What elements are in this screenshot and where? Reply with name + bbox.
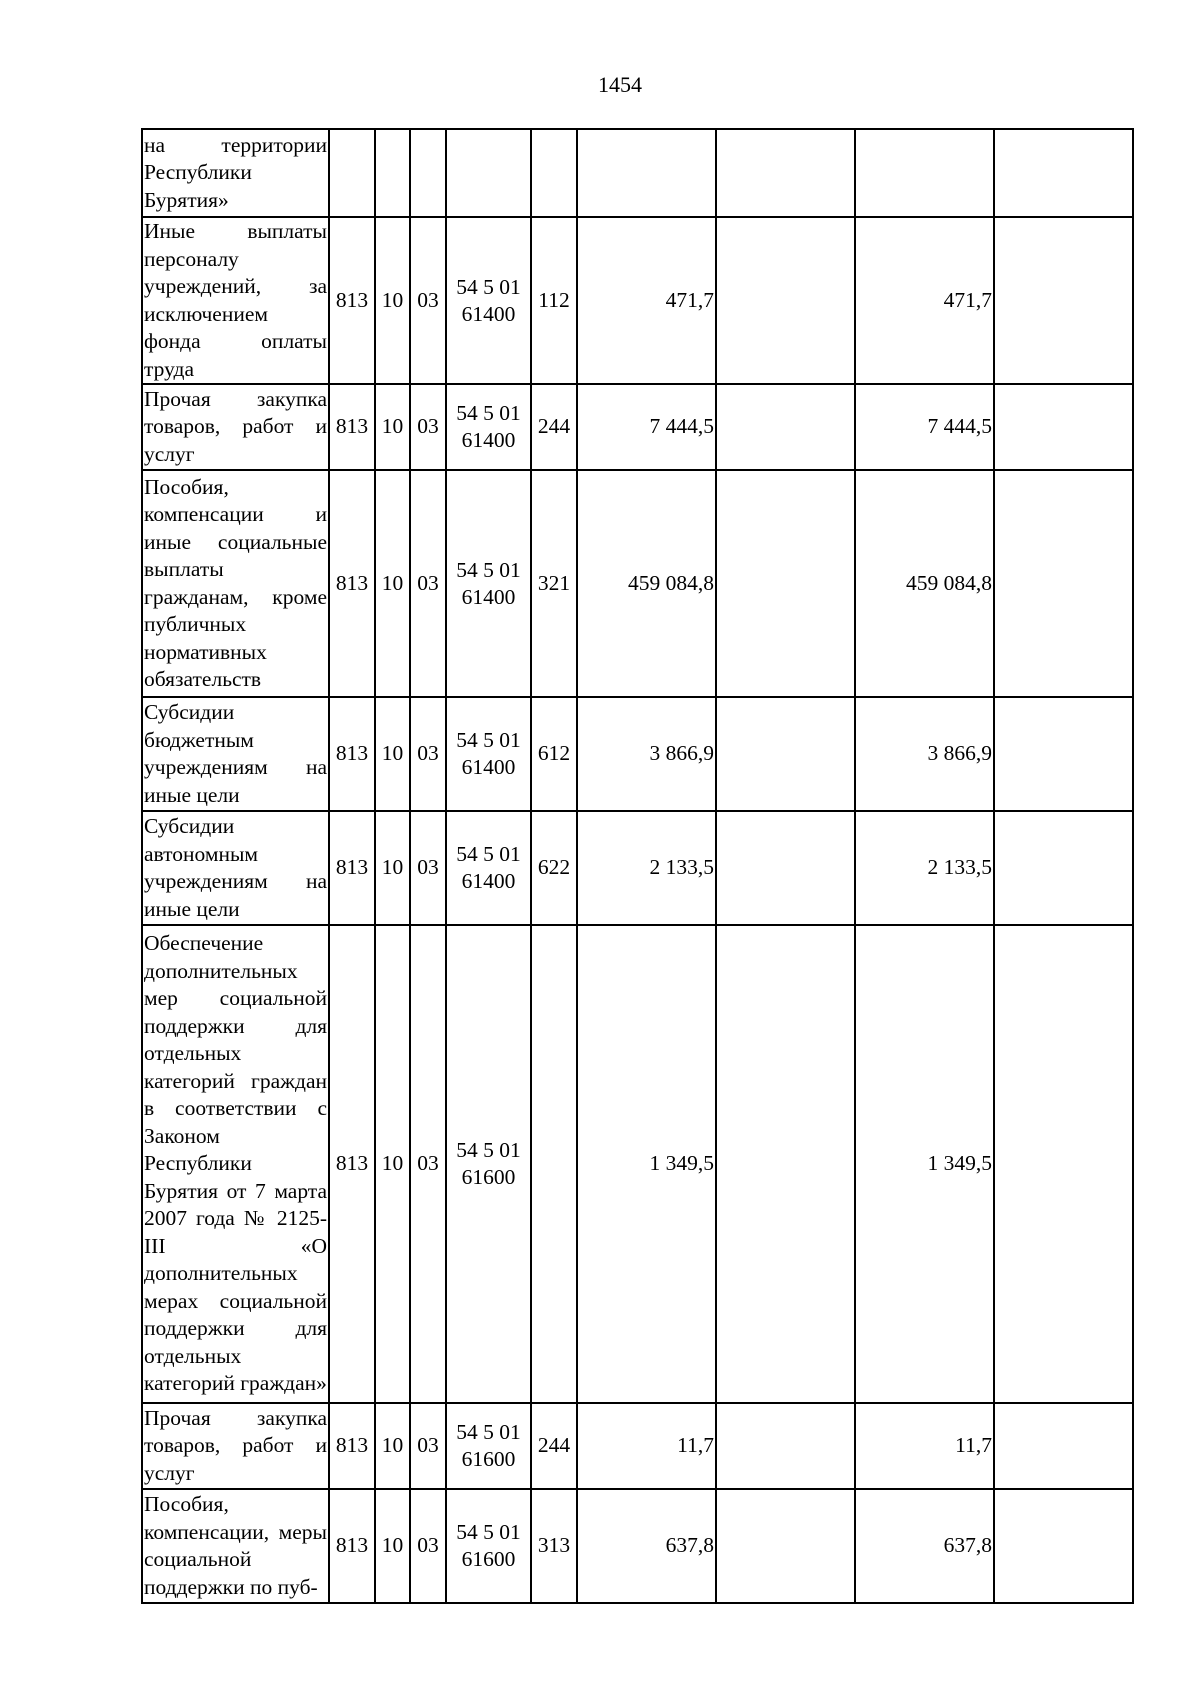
row-description: Обеспечение дополнительных мер социальной поддержки для отдельных категорий граждан в соответствии с Законом Республики Бурятия от 7 марта 2007 года № 2125-III «О дополнительных мерах социальной поддержки для отдельных категорий граждан» bbox=[142, 925, 329, 1403]
section-code bbox=[375, 129, 410, 217]
subsection-code: 03 bbox=[410, 811, 446, 925]
amount-column-4 bbox=[994, 129, 1133, 217]
amount-column-3: 3 866,9 bbox=[855, 697, 994, 811]
table-row bbox=[142, 470, 1133, 697]
grbs-code bbox=[329, 129, 375, 217]
amount-column-4 bbox=[994, 217, 1133, 384]
section-code: 10 bbox=[375, 811, 410, 925]
table-row bbox=[142, 129, 1133, 217]
expense-type-code: 244 bbox=[531, 1403, 577, 1489]
section-code: 10 bbox=[375, 217, 410, 384]
target-article-code-line2: 61400 bbox=[461, 584, 516, 609]
amount-column-4 bbox=[994, 925, 1133, 1403]
amount-column-4 bbox=[994, 697, 1133, 811]
subsection-code bbox=[410, 129, 446, 217]
amount-column-3: 637,8 bbox=[855, 1489, 994, 1603]
section-code: 10 bbox=[375, 1489, 410, 1603]
target-article-code bbox=[446, 129, 531, 217]
grbs-code: 813 bbox=[329, 697, 375, 811]
target-article-code-line2: 61400 bbox=[461, 869, 516, 893]
row-description: Субсидии автономным учреждениям на иные цели bbox=[142, 811, 329, 925]
grbs-code: 813 bbox=[329, 384, 375, 470]
amount-column-1: 471,7 bbox=[577, 217, 716, 384]
amount-column-4 bbox=[994, 1489, 1133, 1603]
amount-column-2 bbox=[716, 384, 855, 470]
grbs-code: 813 bbox=[329, 1403, 375, 1489]
subsection-code: 03 bbox=[410, 1403, 446, 1489]
target-article-code bbox=[446, 217, 531, 384]
expense-type-code: 622 bbox=[531, 811, 577, 925]
amount-column-3: 1 349,5 bbox=[855, 925, 994, 1403]
amount-column-3 bbox=[855, 129, 994, 217]
amount-column-3: 471,7 bbox=[855, 217, 994, 384]
amount-column-2 bbox=[716, 697, 855, 811]
row-description: Прочая закупка товаров, работ и услуг bbox=[142, 1403, 329, 1489]
amount-column-2 bbox=[716, 1403, 855, 1489]
subsection-code: 03 bbox=[410, 217, 446, 384]
amount-column-1: 2 133,5 bbox=[577, 811, 716, 925]
expense-type-code: 112 bbox=[531, 217, 577, 384]
row-description: Пособия, компенсации и иные социальные выплаты гражданам, кроме публичных нормативных обязательств bbox=[142, 470, 329, 697]
subsection-code: 03 bbox=[410, 1489, 446, 1603]
target-article-code-line1: 54 5 01 bbox=[456, 401, 521, 425]
target-article-code-line2: 61600 bbox=[461, 1547, 516, 1571]
target-article-code-line1: 54 5 01 bbox=[456, 274, 521, 299]
subsection-code: 03 bbox=[410, 470, 446, 697]
amount-column-2 bbox=[716, 811, 855, 925]
target-article-code-line1: 54 5 01 bbox=[456, 728, 521, 752]
target-article-code bbox=[446, 384, 531, 470]
expense-type-code bbox=[531, 129, 577, 217]
amount-column-3: 7 444,5 bbox=[855, 384, 994, 470]
amount-column-4 bbox=[994, 470, 1133, 697]
expense-type-code: 612 bbox=[531, 697, 577, 811]
table-body bbox=[142, 129, 1133, 1603]
target-article-code-line1: 54 5 01 bbox=[456, 1420, 521, 1444]
target-article-code bbox=[446, 1489, 531, 1603]
target-article-code-line2: 61600 bbox=[461, 1447, 516, 1471]
amount-column-1 bbox=[577, 129, 716, 217]
table-row bbox=[142, 925, 1133, 1403]
amount-column-1: 7 444,5 bbox=[577, 384, 716, 470]
amount-column-1: 1 349,5 bbox=[577, 925, 716, 1403]
subsection-code: 03 bbox=[410, 697, 446, 811]
section-code: 10 bbox=[375, 384, 410, 470]
target-article-code bbox=[446, 925, 531, 1403]
amount-column-2 bbox=[716, 129, 855, 217]
table-row bbox=[142, 1403, 1133, 1489]
target-article-code bbox=[446, 470, 531, 697]
section-code: 10 bbox=[375, 697, 410, 811]
section-code: 10 bbox=[375, 470, 410, 697]
expense-type-code: 313 bbox=[531, 1489, 577, 1603]
amount-column-4 bbox=[994, 811, 1133, 925]
amount-column-1: 3 866,9 bbox=[577, 697, 716, 811]
table-row bbox=[142, 384, 1133, 470]
target-article-code bbox=[446, 697, 531, 811]
table-row bbox=[142, 1489, 1133, 1603]
amount-column-2 bbox=[716, 470, 855, 697]
target-article-code-line2: 61400 bbox=[461, 428, 516, 452]
target-article-code-line2: 61400 bbox=[461, 755, 516, 779]
subsection-code: 03 bbox=[410, 925, 446, 1403]
grbs-code: 813 bbox=[329, 925, 375, 1403]
section-code: 10 bbox=[375, 1403, 410, 1489]
expense-type-code bbox=[531, 925, 577, 1403]
target-article-code-line1: 54 5 01 bbox=[456, 1520, 521, 1544]
grbs-code: 813 bbox=[329, 217, 375, 384]
expense-type-code: 321 bbox=[531, 470, 577, 697]
amount-column-1: 11,7 bbox=[577, 1403, 716, 1489]
amount-column-3: 2 133,5 bbox=[855, 811, 994, 925]
amount-column-1: 637,8 bbox=[577, 1489, 716, 1603]
amount-column-2 bbox=[716, 1489, 855, 1603]
target-article-code bbox=[446, 1403, 531, 1489]
amount-column-4 bbox=[994, 1403, 1133, 1489]
grbs-code: 813 bbox=[329, 470, 375, 697]
table-row bbox=[142, 217, 1133, 384]
section-code: 10 bbox=[375, 925, 410, 1403]
budget-table bbox=[141, 128, 1134, 1604]
row-description: на территории Республики Бурятия» bbox=[142, 129, 329, 217]
row-description: Иные выплаты персоналу учреждений, за исключением фонда оплаты труда bbox=[142, 217, 329, 384]
amount-column-3: 459 084,8 bbox=[855, 470, 994, 697]
target-article-code-line1: 54 5 01 bbox=[456, 842, 521, 866]
amount-column-2 bbox=[716, 217, 855, 384]
grbs-code: 813 bbox=[329, 811, 375, 925]
grbs-code: 813 bbox=[329, 1489, 375, 1603]
amount-column-2 bbox=[716, 925, 855, 1403]
row-description: Прочая закупка товаров, работ и услуг bbox=[142, 384, 329, 470]
target-article-code-line1: 54 5 01 bbox=[456, 1138, 521, 1162]
amount-column-3: 11,7 bbox=[855, 1403, 994, 1489]
target-article-code-line2: 61400 bbox=[461, 301, 516, 326]
table-row bbox=[142, 697, 1133, 811]
row-description: Субсидии бюджетным учреждениям на иные цели bbox=[142, 697, 329, 811]
amount-column-1: 459 084,8 bbox=[577, 470, 716, 697]
amount-column-4 bbox=[994, 384, 1133, 470]
row-description: Пособия, компенсации, меры социальной поддержки по пуб- bbox=[142, 1489, 329, 1603]
page-number: 1454 bbox=[598, 72, 642, 97]
table-row bbox=[142, 811, 1133, 925]
subsection-code: 03 bbox=[410, 384, 446, 470]
target-article-code-line2: 61600 bbox=[461, 1165, 516, 1189]
target-article-code bbox=[446, 811, 531, 925]
target-article-code-line1: 54 5 01 bbox=[456, 557, 521, 582]
expense-type-code: 244 bbox=[531, 384, 577, 470]
